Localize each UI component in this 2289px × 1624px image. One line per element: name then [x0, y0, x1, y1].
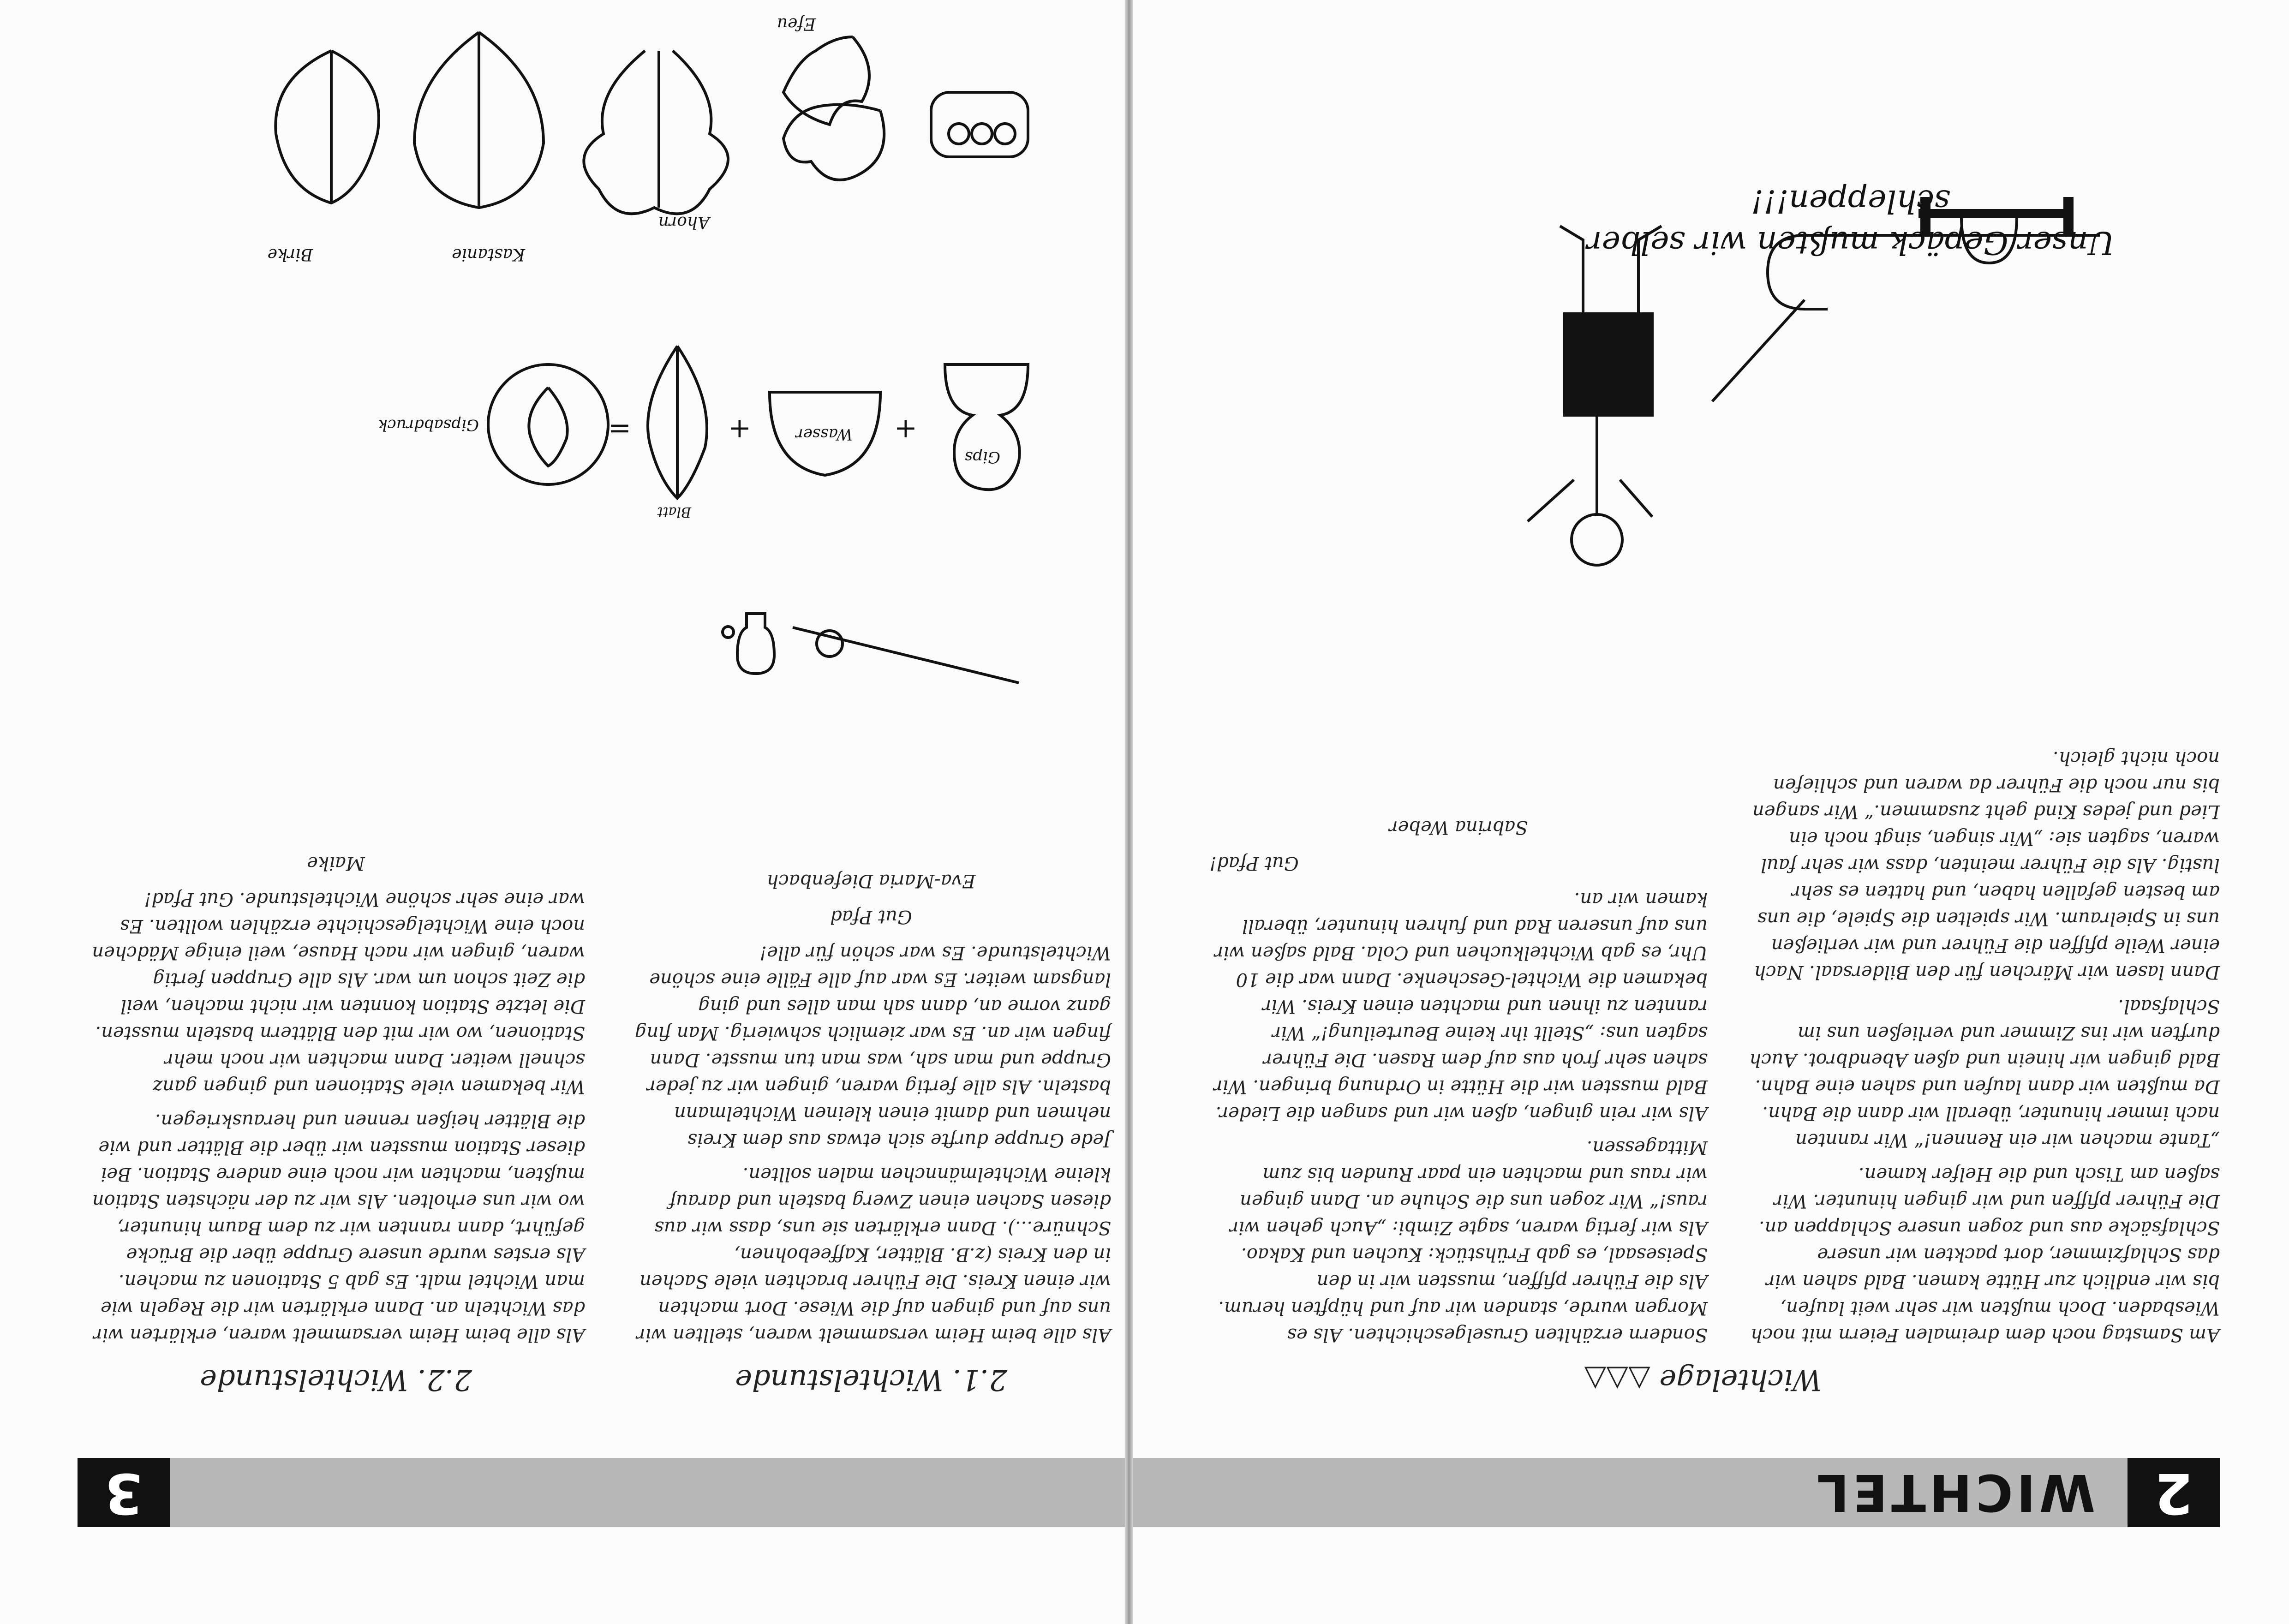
label-efeu: Efeu [777, 14, 816, 33]
label-wasser: Wasser [795, 425, 853, 443]
article-wichtelstunde-2 [87, 850, 585, 1397]
paragraph: Als wir rein gingen, aßen wir und sangen die Lieder. Bald mussten wir die Hütte in Ordnung bringen. Wir sahen sehr froh aus auf dem Rasen. Die Führer sagten uns: „Stellt ihr keine Beurteilung!“ Wir rannten zu ihnen und machten einen Kreis. Wir bekamen die Wichtel-Geschenke. Dann war die 10 Uhr, es gab Wichtelkuchen und Cola. Bald saßen wir uns auf unseren Rad und fuhren hinunter, überall kamen wir an. [1213, 889, 1708, 1124]
author: Maike [307, 853, 365, 874]
paragraph: Dann lasen wir Märchen für den Bildersaal. Nach einer Weile pfiffen die Führer und wir verließen uns in Spielraum. Wir spielten die Spiele, die uns am besten gefallen haben, und hatten es sehr lustig. Als die Führer meinten, dass wir sehr faul waren, sagten sie: „Wir singen, singt noch ein Lied und jedes Kind geht zusammen.“ Wir sangen bis nur noch die Führer da waren und schliefen noch nicht gleich. [1752, 747, 2220, 983]
paragraph: Jede Gruppe durfte sich etwas aus dem Kreis nehmen und damit einen kleinen Wichtelmann basteln. Als alle fertig waren, gingen wir zu jeder Gruppe und man sah, was man tun musste. Dann fingen wir an. Es war ziemlich schwierig. Man fing ganz vorne an, dann sah man alles und ging langsam weiter. Es war auf alle Fälle eine schöne Wichtelstunde. Es war schön für alle! [634, 942, 1111, 1151]
seesaw-drawing [710, 609, 1033, 701]
paragraph: Sondern erzählten Gruselgeschichten. Als es Morgen wurde, standen wir auf und hüpften herum. Als die Führer pfiffen, mussten wir in den Speisesaal, es gab Frühstück: Kuchen und Kakao. Als wir fertig waren, sagte Zimbi: „Auch gehen wir raus!“ Wir zogen uns die Schuhe an. Dann gingen wir raus und machten ein paar Runden bis zum Mittagessen. [1218, 1137, 1708, 1345]
equals-sign: = [608, 413, 631, 445]
article-wichtelage [1186, 737, 2220, 1397]
leaves-drawing [156, 9, 1033, 309]
article-title: 2.2. Wichtelstunde [200, 1363, 472, 1397]
label-gips: Gips [964, 448, 1000, 466]
label-gipsabdruck: Gipsabdruck [378, 416, 479, 434]
page-2 [1133, 0, 2289, 1624]
plus-sign-2: + [728, 413, 751, 445]
plaster-formula-drawing [378, 332, 1056, 540]
plus-sign-1: + [894, 413, 917, 445]
article-title: Wichtelage △△△ [1584, 1363, 1822, 1397]
tent-icons: △△△ [1584, 1363, 1650, 1397]
page-number: 3 [78, 1458, 170, 1527]
label-kastanie: Kastanie [452, 245, 525, 264]
paragraph: Am Samstag noch dem dreimalen Feiern mit noch Wiesbaden. Doch mußten wir sehr weit laufen, bis wir endlich zur Hütte kamen. Bald sahen wir das Schlafzimmer, dort packten wir unsere Schlafsäcke aus und zogen unsere Schlappen an. Die Führer pfiffen und wir gingen hinunter. Wir saßen am Tisch und die Helfer kamen. [1751, 1164, 2220, 1345]
paragraph: Als alle beim Heim versammelt waren, erklärten wir das Wichteln an. Dann erklärten wir die Regeln wie man Wichtel malt. Es gab 5 Stationen zu machen. Als erstes wurde unsere Gruppe über die Brücke geführt, dann rannten wir zu dem Baum hinunter, wo wir uns erholten. Als wir zu der nächsten Station mußten, machten wir noch eine andere Station. Bei dieser Station mussten wir über die Blätter und wie die Blätter heißen rennen und herauskriegen. [92, 1110, 585, 1345]
header-band [170, 1458, 1125, 1527]
article-title: 2.1. Wichtelstunde [735, 1363, 1007, 1397]
author: Sabrina Weber [1389, 817, 1528, 838]
paragraph: Als alle beim Heim versammelt waren, stellten wir uns auf und gingen auf die Wiese. Dort machten wir einen Kreis. Die Führer brachten viele Sachen in den Kreis (z.B. Blätter, Kaffeebohnen, Schnüre...). Dann erklärten sie uns, dass wir aus diesen Sachen einen Zwerg basteln und darauf kleine Wichtelmännchen malen sollten. [636, 1164, 1111, 1345]
closing: Gut Pfad! [1209, 853, 1299, 874]
page-gutter [1125, 0, 1133, 1624]
author: Eva-Maria Diefenbach [766, 870, 976, 891]
magazine-title: WICHTEL [1813, 1463, 2095, 1522]
illustration-caption: Unser Gepäck mußten wir selber schleppen!!! [1587, 183, 2115, 261]
article-wichtelstunde-1 [631, 867, 1111, 1397]
page-3 [0, 0, 1125, 1624]
paragraph: Wir bekamen viele Stationen und gingen ganz schnell weiter. Dann machten wir noch mehr Stationen, wo wir mit den Blättern basteln mussten. Die letzte Station konnten wir nicht machen, weil die Zeit schon um war. Als alle Gruppen fertig waren, gingen wir nach Hause, weil einige Mädchen noch eine Wichtelgeschichte erzählen wollten. Es war eine sehr schöne Wichtelstunde. Gut Pfad! [92, 889, 585, 1097]
page-number: 2 [2128, 1458, 2220, 1527]
label-blatt: Blatt [657, 504, 691, 520]
paragraph: „Tante machen wir ein Rennen!“ Wir rannten nach immer hinunter, überall wir dann die Bahn. Da mußten wir dann laufen und sahen eine Bahn. Bald gingen wir hinein und aßen Abendbrot. Auch durften wir ins Zimmer und verließen uns im Schlafsaal. [1749, 996, 2220, 1151]
label-birke: Birke [267, 245, 313, 264]
label-ahorn: Ahorn [658, 213, 710, 232]
closing: Gut Pfad [830, 906, 912, 927]
